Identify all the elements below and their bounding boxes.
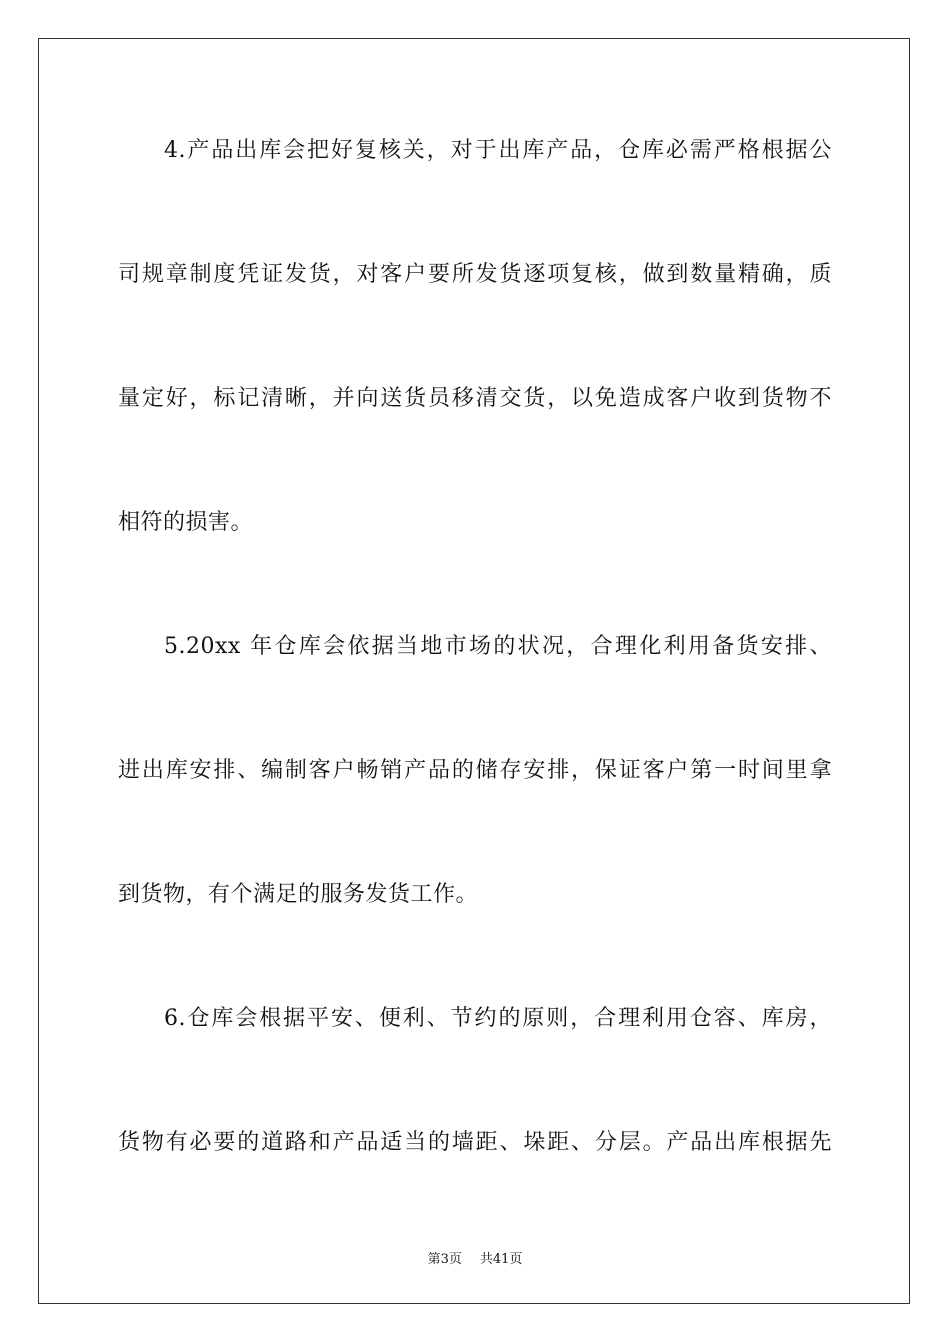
page-number: 第3页: [427, 1252, 462, 1267]
page-border: [38, 38, 910, 1304]
paragraph-line: 4.产品出库会把好复核关，对于出库产品，仓库必需严格根据公: [164, 138, 832, 163]
page-footer: [0, 1248, 950, 1267]
paragraph-line: 到货物，有个满足的服务发货工作。: [118, 882, 479, 907]
paragraph-line: 司规章制度凭证发货，对客户要所发货逐项复核，做到数量精确，质: [118, 262, 832, 287]
paragraph-line: 6.仓库会根据平安、便利、节约的原则，合理利用仓容、库房，: [164, 1006, 832, 1031]
paragraph-line: 相符的损害。: [118, 510, 254, 535]
paragraph-line: 5.20xx 年仓库会依据当地市场的状况，合理化利用备货安排、: [164, 634, 832, 659]
paragraph-line: 货物有必要的道路和产品适当的墙距、垛距、分层。产品出库根据先: [118, 1130, 832, 1155]
paragraph-line: 进出库安排、编制客户畅销产品的储存安排，保证客户第一时间里拿: [118, 758, 832, 783]
page-total: 共41页: [479, 1252, 523, 1267]
paragraph-line: 量定好，标记清晰，并向送货员移清交货，以免造成客户收到货物不: [118, 386, 832, 411]
